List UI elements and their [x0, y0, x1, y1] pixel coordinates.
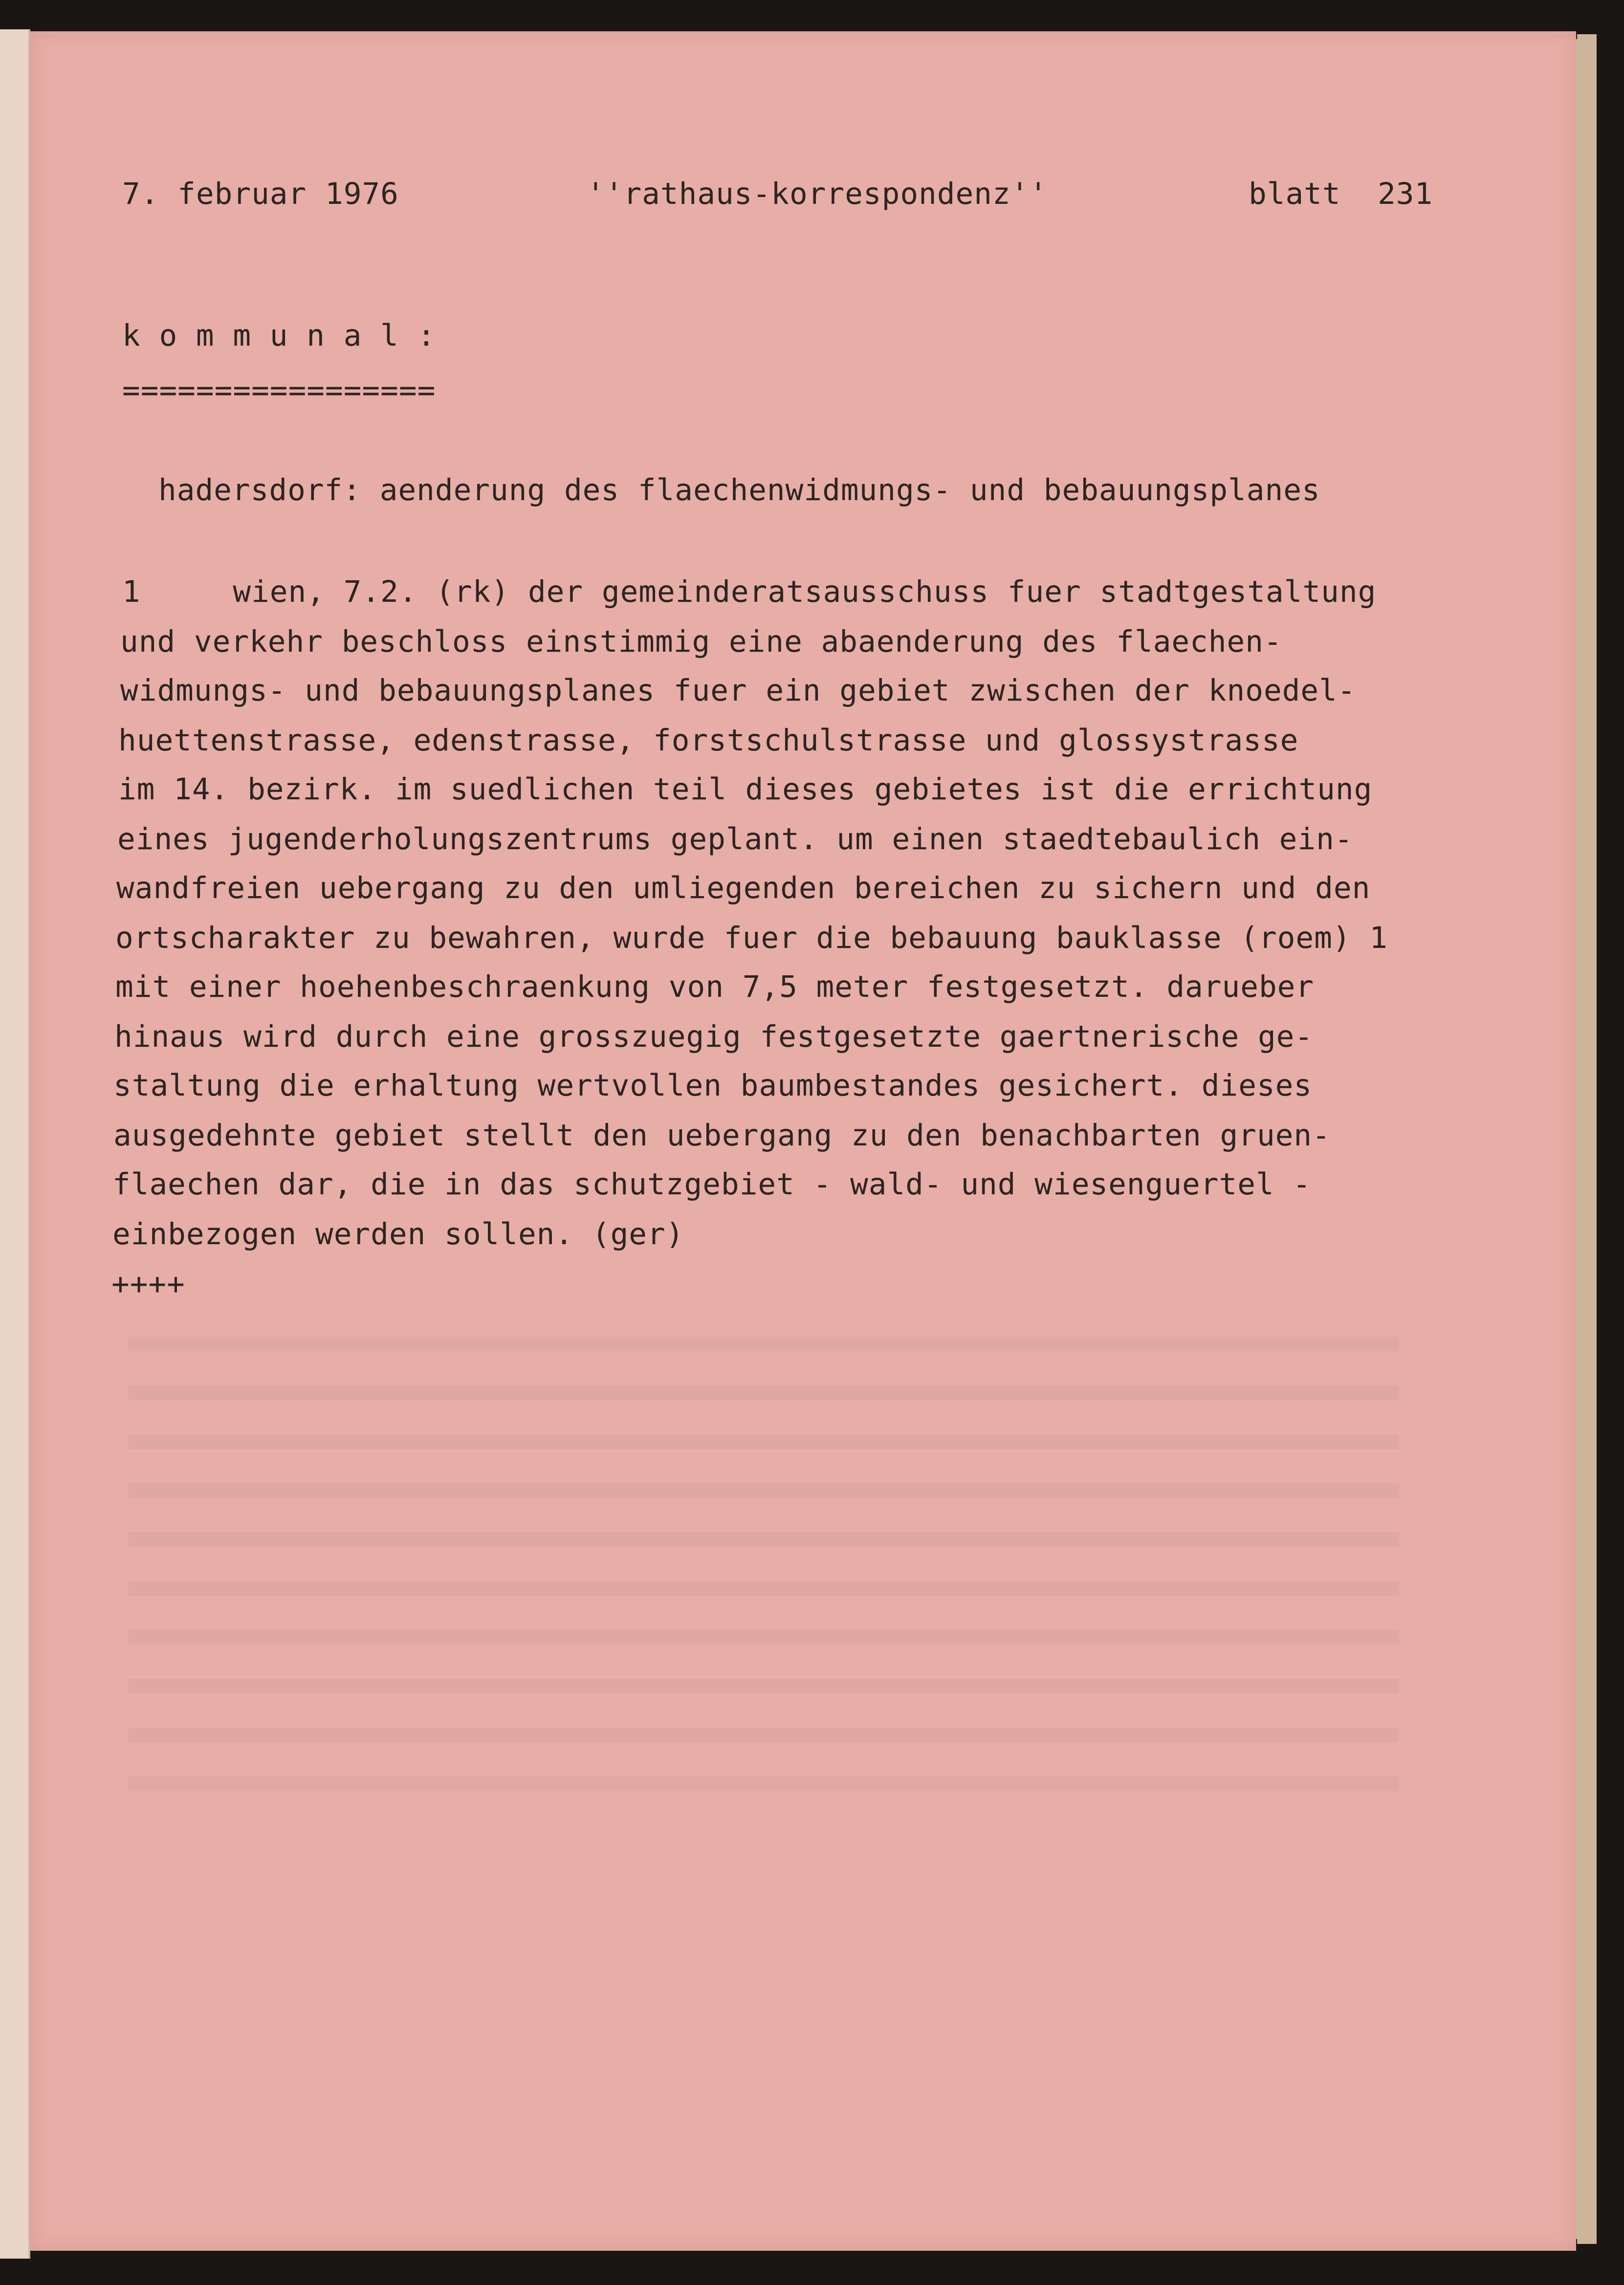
article-headline: hadersdorf: aenderung des flaechenwidmungs- und bebauungsplanes: [158, 473, 1320, 507]
body-line: hinaus wird durch eine grosszuegig festgesetzte gaertnerische ge-: [114, 1019, 1314, 1054]
body-line: staltung die erhaltung wertvollen baumbestandes gesichert. dieses: [113, 1068, 1313, 1103]
body-line: huettenstrasse, edenstrasse, forstschulstrasse und glossystrasse: [118, 723, 1299, 758]
show-through-texture: [128, 1302, 1399, 1791]
document-page: [30, 31, 1576, 2251]
section-title: k o m m u n a l :: [122, 318, 436, 353]
body-line: und verkehr beschloss einstimmig eine abaenderung des flaechen-: [120, 624, 1282, 659]
body-line: mit einer hoehenbeschraenkung von 7,5 meter festgesetzt. darueber: [115, 969, 1315, 1004]
body-line: widmungs- und bebauungsplanes fuer ein gebiet zwischen der knoedel-: [120, 673, 1356, 708]
section-underline: =================: [122, 373, 436, 408]
header-sheet-number: blatt 231: [1249, 176, 1433, 211]
body-line: 1 wien, 7.2. (rk) der gemeinderatsausschuss fuer stadtgestaltung: [122, 574, 1377, 609]
page-stack-edge-outer: [1577, 34, 1597, 2244]
body-line: ortscharakter zu bewahren, wurde fuer die bebauung bauklasse (roem) 1: [115, 921, 1388, 955]
header-date: 7. februar 1976: [122, 176, 399, 211]
body-line: einbezogen werden sollen. (ger): [112, 1217, 684, 1252]
body-line: im 14. bezirk. im suedlichen teil dieses gebietes ist die errichtung: [118, 772, 1373, 807]
body-line: eines jugenderholungszentrums geplant. um einen staedtebaulich ein-: [117, 822, 1353, 857]
header-publication: ''rathaus-korrespondenz'': [587, 176, 1048, 211]
previous-page-edge: [0, 29, 30, 2259]
end-mark: ++++: [111, 1267, 185, 1301]
body-line: flaechen dar, die in das schutzgebiet - wald- und wiesenguertel -: [112, 1167, 1312, 1202]
body-line: ausgedehnte gebiet stellt den uebergang zu den benachbarten gruen-: [113, 1118, 1331, 1153]
body-line: wandfreien uebergang zu den umliegenden bereichen zu sichern und den: [116, 871, 1371, 905]
